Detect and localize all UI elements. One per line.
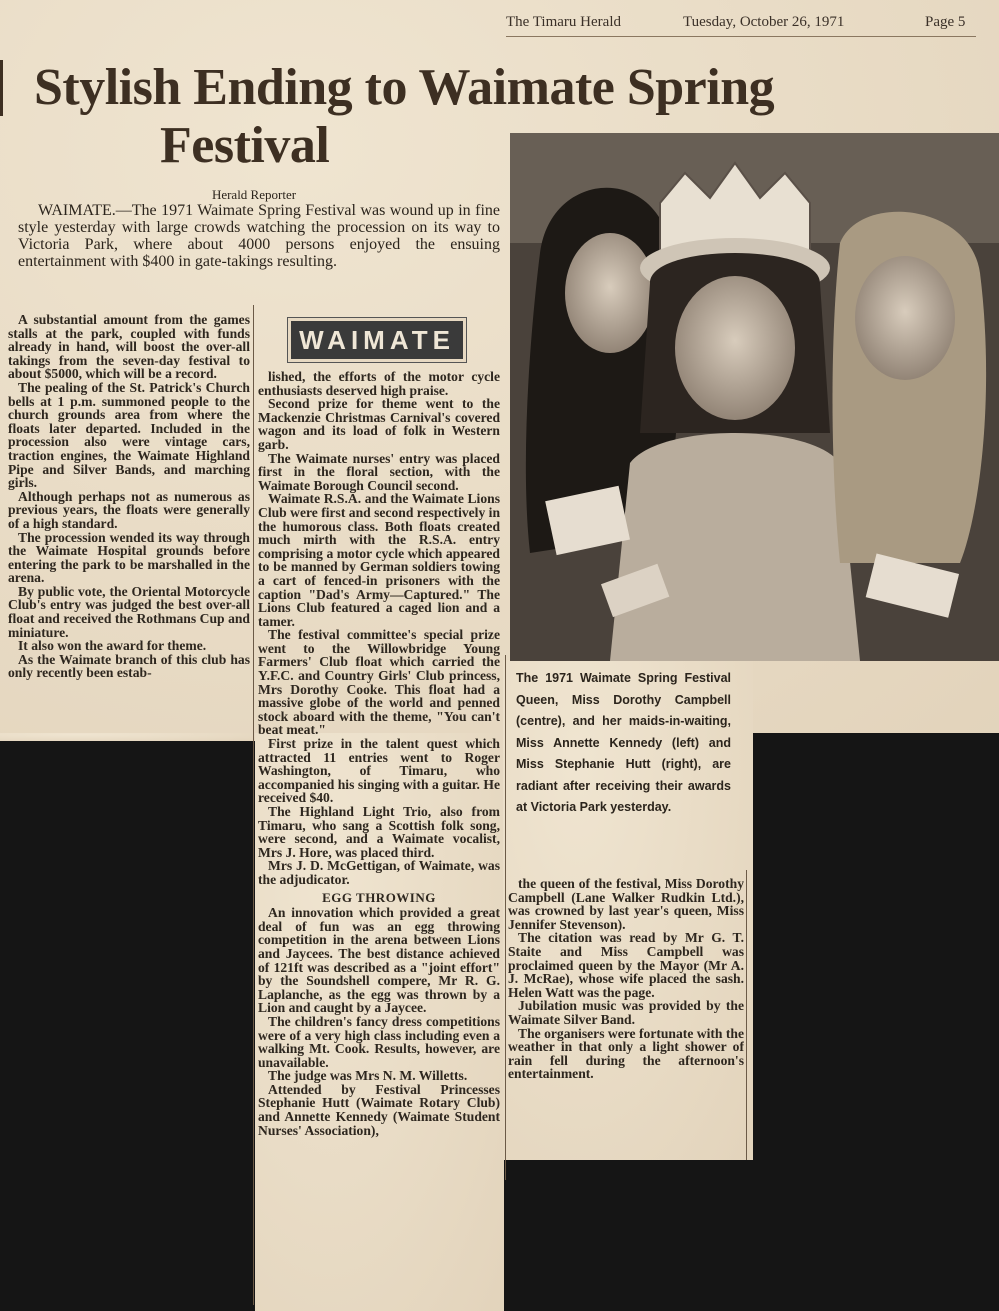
- lead-text: WAIMATE.—The 1971 Waimate Spring Festival was wound up in fine style yesterday with large crowds watching the procession on its way to Victoria Park, where about 4000 persons enjoyed the ensuing entertainment with $400 in gate-takings resulting.: [18, 202, 500, 270]
- masthead-rule: [506, 36, 976, 37]
- paragraph: The citation was read by Mr G. T. Staite and Miss Campbell was proclaimed queen by the Mayor (Mr A. J. McRae), whose wife placed the sash. Helen Watt was the page.: [508, 930, 744, 1000]
- paragraph: Jubilation music was provided by the Waimate Silver Band.: [508, 998, 744, 1027]
- headline-line1: Stylish Ending to Waimate Spring: [34, 59, 775, 116]
- paragraph: The organisers were fortunate with the weather in that only a light shower of rain fell during the afternoon's entertainment.: [508, 1025, 744, 1082]
- paragraph: The children's fancy dress competitions were of a very high class including even a walking Mt. Cook. Results, however, are unavailable.: [258, 1013, 500, 1070]
- paragraph: Attended by Festival Princesses Stephanie Hutt (Waimate Rotary Club) and Annette Kennedy (Waimate Student Nurses' Association),: [258, 1081, 500, 1138]
- paragraph: the queen of the festival, Miss Dorothy Campbell (Lane Walker Rudkin Ltd.), was crowned by last year's queen, Miss Jennifer Stevenson).: [508, 877, 744, 932]
- column-3: [508, 877, 744, 1157]
- paragraph: The procession wended its way through the Waimate Hospital grounds before entering the park to be marshalled in the arena.: [8, 529, 250, 586]
- paragraph: The pealing of the St. Patrick's Church bells at 1 p.m. summoned people to the church grounds area from where the floats later departed. Included in the procession also were vintage cars, traction engines, the Waimate Highland Pipe and Silver Bands, and marching girls.: [8, 379, 250, 491]
- column-rule-1: [253, 305, 254, 1305]
- paragraph: The Waimate nurses' entry was placed first in the floral section, with the Waimate Borough Council second.: [258, 450, 500, 493]
- column-rule-2: [505, 655, 506, 1180]
- photo-caption: The 1971 Waimate Spring Festival Queen, Miss Dorothy Campbell (centre), and her maids-in-waiting, Miss Annette Kennedy (left) and Miss Stephanie Hutt (right), are radiant after receiving their awards at Victoria Park yesterday.: [516, 671, 731, 814]
- column-2: [258, 370, 500, 1305]
- photo-illustration-icon: [510, 133, 999, 661]
- section-banner: WAIMATE: [288, 318, 466, 362]
- paragraph: First prize in the talent quest which attracted 11 entries went to Roger Washington, of Timaru, who accompanied his singing with a guitar. He received $40.: [258, 736, 500, 806]
- paragraph: An innovation which provided a great deal of fun was an egg throwing competition in the arena between Lions and Jaycees. The best distance achieved of 121ft was described as a "joint effort" by the Soundshell compere, Mr R. G. Laplanche, as the egg was thrown by a Lion and caught by a Jaycee.: [258, 905, 500, 1016]
- paragraph: The Highland Light Trio, also from Timaru, who sang a Scottish folk song, were second, and a Waimate vocalist, Mrs J. Hore, was placed third.: [258, 804, 500, 860]
- paragraph: As the Waimate branch of this club has only recently been estab-: [8, 651, 250, 681]
- paragraph: Waimate R.S.A. and the Waimate Lions Club were first and second respectively in the humorous class. Both floats created much mirth with the R.S.A. entry comprising a motor cycle which appeared to be manned by German soldiers towing a cart of fenced-in prisoners with the caption "Dad's Army—Captured." The Lions Club featured a caged lion and a tamer.: [258, 491, 500, 629]
- issue-date: Tuesday, October 26, 1971: [683, 14, 845, 30]
- festival-queen-photo: [510, 133, 999, 661]
- subheading-egg-throwing: EGG THROWING: [322, 889, 436, 905]
- headline-line2: Festival: [160, 117, 330, 174]
- paper-name: The Timaru Herald: [506, 14, 621, 30]
- left-edge-mark: [0, 60, 3, 116]
- paragraph: The judge was Mrs N. M. Willetts.: [268, 1068, 468, 1084]
- column-1: [8, 313, 250, 738]
- paragraph: A substantial amount from the games stalls at the park, coupled with funds already in hand, will boost the over-all takings from the seven-day festival to about $5000, which will be a record.: [8, 313, 250, 382]
- lead-paragraph: [18, 202, 500, 270]
- paragraph: Second prize for theme went to the Mackenzie Christmas Carnival's covered wagon and its load of folk in Western garb.: [258, 396, 500, 452]
- paragraph: By public vote, the Oriental Motorcycle Club's entry was judged the best over-all float and received the Rothmans Cup and miniature.: [8, 583, 250, 640]
- column-rule-3: [746, 870, 747, 1160]
- paragraph: Mrs J. D. McGettigan, of Waimate, was the adjudicator.: [258, 858, 500, 887]
- paragraph: The festival committee's special prize went to the Willowbridge Young Farmers' Club float which carried the Y.F.C. and Country Girls' Club princess, Mrs Dorothy Cooke. This float had a massive globe of the world and penned stock aboard with the theme, "You can't beat meat.": [258, 627, 500, 738]
- byline: Herald Reporter: [211, 187, 297, 202]
- paragraph: lished, the efforts of the motor cycle enthusiasts deserved high praise.: [258, 370, 500, 398]
- paragraph: Although perhaps not as numerous as previous years, the floats were generally of a high standard.: [8, 488, 250, 531]
- page-number: Page 5: [925, 14, 966, 30]
- paragraph: It also won the award for theme.: [18, 638, 207, 654]
